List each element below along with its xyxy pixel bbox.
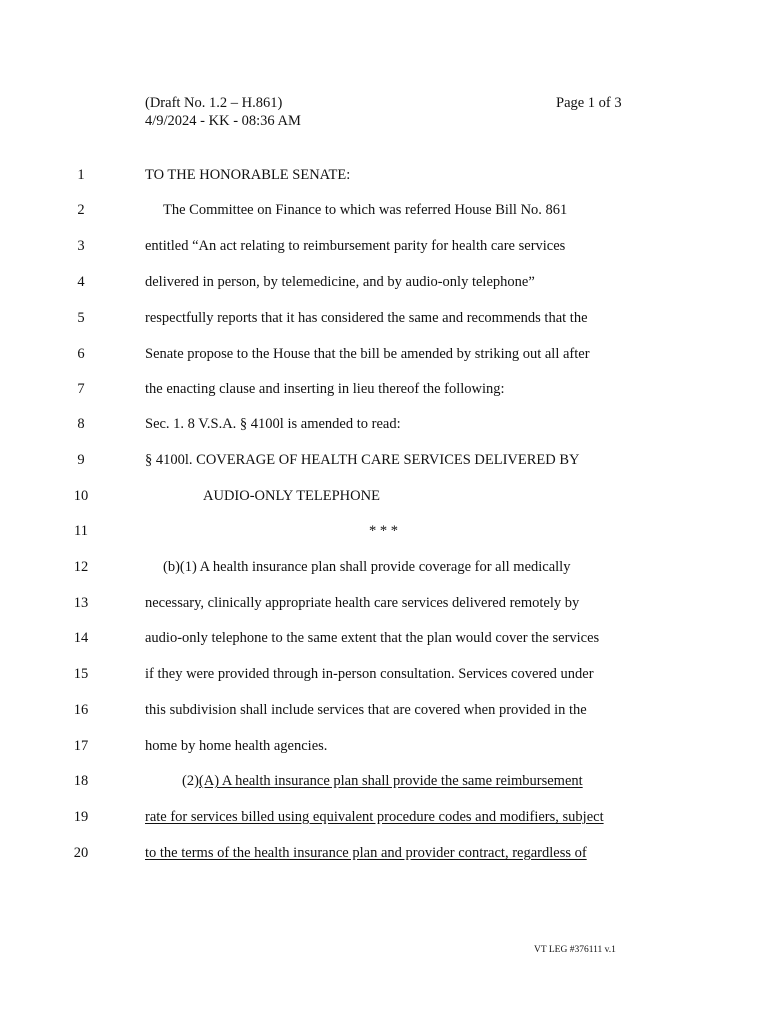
document-line <box>0 771 770 791</box>
document-line <box>0 700 770 720</box>
line-text: entitled “An act relating to reimbursement parity for health care services <box>145 238 566 254</box>
line-text: Sec. 1. 8 V.S.A. § 4100l is amended to read: <box>145 416 401 432</box>
line-text: audio-only telephone to the same extent that the plan would cover the services <box>145 630 600 646</box>
document-footer: VT LEG #376111 v.1 <box>534 945 616 955</box>
document-line <box>0 486 770 506</box>
line-text: respectfully reports that it has considered the same and recommends that the <box>145 310 588 326</box>
omission-marker: * * * <box>369 523 398 539</box>
line-number: 2 <box>77 202 85 218</box>
line-text: necessary, clinically appropriate health care services delivered remotely by <box>145 595 580 611</box>
document-line <box>0 807 770 827</box>
line-number: 8 <box>77 416 85 432</box>
line-text: this subdivision shall include services that are covered when provided in the <box>145 702 587 718</box>
document-line <box>0 200 770 220</box>
document-line <box>0 557 770 577</box>
line-text: delivered in person, by telemedicine, and by audio-only telephone” <box>145 274 535 290</box>
document-line <box>0 236 770 256</box>
line-text: home by home health agencies. <box>145 738 328 754</box>
document-line <box>0 308 770 328</box>
line-number: 18 <box>73 773 89 789</box>
line-number: 6 <box>77 346 85 362</box>
inserted-text: rate for services billed using equivalent procedure codes and modifiers, subject <box>145 809 604 825</box>
document-line <box>0 628 770 648</box>
line-number: 7 <box>77 381 85 397</box>
section-heading: § 4100l. COVERAGE OF HEALTH CARE SERVICES DELIVERED BY <box>145 452 580 468</box>
line-text: TO THE HONORABLE SENATE: <box>145 167 351 183</box>
document-line <box>0 736 770 756</box>
line-number: 20 <box>73 845 89 861</box>
document-line <box>0 414 770 434</box>
line-number: 19 <box>73 809 89 825</box>
document-line <box>0 843 770 863</box>
inserted-text: (A) A health insurance plan shall provide the same reimbursement <box>198 773 583 789</box>
line-text <box>182 771 583 791</box>
line-text: (b)(1) A health insurance plan shall provide coverage for all medically <box>163 559 571 575</box>
document-line <box>0 165 770 185</box>
line-number: 15 <box>73 666 89 682</box>
document-line <box>0 521 770 541</box>
line-number: 10 <box>73 488 89 504</box>
line-number: 3 <box>77 238 85 254</box>
line-number: 12 <box>73 559 89 575</box>
line-number: 5 <box>77 310 85 326</box>
line-text: the enacting clause and inserting in lieu thereof the following: <box>145 381 505 397</box>
line-number: 17 <box>73 738 89 754</box>
line-number: 4 <box>77 274 85 290</box>
draft-header <box>145 94 301 130</box>
subdivision-number: (2) <box>182 773 199 789</box>
document-line <box>0 664 770 684</box>
document-line <box>0 344 770 364</box>
line-number: 1 <box>77 167 85 183</box>
line-number: 16 <box>73 702 89 718</box>
draft-datetime: 4/9/2024 - KK - 08:36 AM <box>145 113 301 129</box>
line-number: 11 <box>74 523 88 539</box>
document-line <box>0 450 770 470</box>
page-number: Page 1 of 3 <box>556 95 622 111</box>
line-text: Senate propose to the House that the bill be amended by striking out all after <box>145 346 590 362</box>
line-number: 9 <box>77 452 85 468</box>
line-number: 13 <box>73 595 89 611</box>
document-line <box>0 593 770 613</box>
inserted-text: to the terms of the health insurance plan and provider contract, regardless of <box>145 845 587 861</box>
draft-number: (Draft No. 1.2 – H.861) <box>145 95 283 111</box>
line-number: 14 <box>73 630 89 646</box>
line-text: The Committee on Finance to which was referred House Bill No. 861 <box>163 202 568 218</box>
document-line <box>0 272 770 292</box>
document-line <box>0 379 770 399</box>
section-heading: AUDIO-ONLY TELEPHONE <box>203 488 380 504</box>
line-text: if they were provided through in-person consultation. Services covered under <box>145 666 594 682</box>
